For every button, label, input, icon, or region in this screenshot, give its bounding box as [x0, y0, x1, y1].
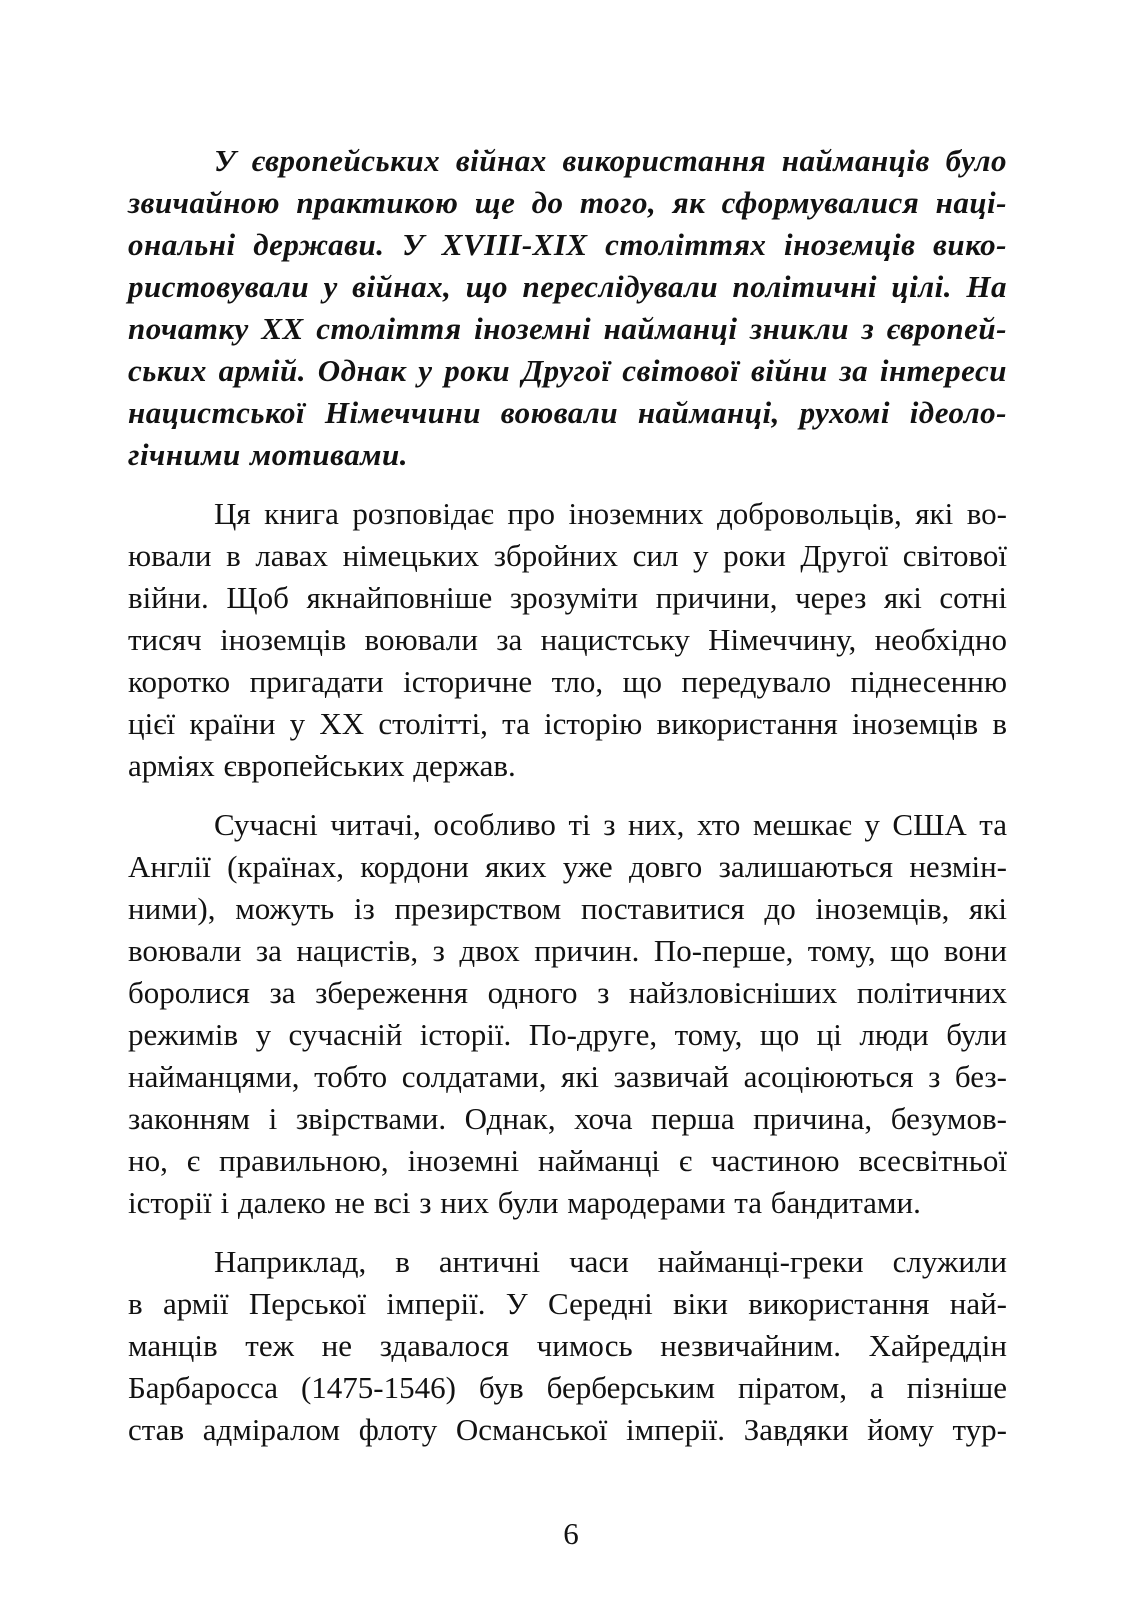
- text-line: Наприклад, в античні часи найманці-греки служили: [214, 1244, 1007, 1279]
- text-line: тисяч іноземців воювали за нацистську Німеччину, необхідно: [128, 622, 1007, 657]
- paragraph: [128, 493, 1007, 787]
- text-line: манців теж не здавалося чимось незвичайним. Хайреддін: [128, 1328, 1007, 1363]
- text-line: арміях європейських держав.: [128, 748, 516, 783]
- text-line: воювали за нацистів, з двох причин. По-перше, тому, що вони: [128, 933, 1007, 968]
- text-line: У європейських війнах використання найманців було: [214, 143, 1007, 178]
- text-line: Ця книга розповідає про іноземних добровольців, які во-: [214, 496, 1007, 531]
- text-line: режимів у сучасній історії. По-друге, тому, що ці люди були: [128, 1017, 1007, 1052]
- text-line: Англії (країнах, кордони яких уже довго залишаються незмін-: [128, 849, 1007, 884]
- text-line: звичайною практикою ще до того, як сформувалися наці-: [128, 185, 1007, 220]
- text-line: боролися за збереження одного з найзловісніших політичних: [128, 975, 1007, 1010]
- text-line: ональні держави. У XVIII-XIX століттях іноземців вико-: [128, 227, 1007, 262]
- text-line: законням і звірствами. Однак, хоча перша причина, безумов-: [128, 1101, 1007, 1136]
- text-line: початку XX століття іноземні найманці зникли з європей-: [128, 311, 1007, 346]
- text-line: ними), можуть із презирством поставитися до іноземців, які: [128, 891, 1007, 926]
- paragraph: [128, 804, 1007, 1224]
- text-line: історії і далеко не всі з них були мародерами та бандитами.: [128, 1185, 921, 1220]
- paragraph: [128, 140, 1007, 476]
- text-line: Сучасні читачі, особливо ті з них, хто мешкає у США та: [214, 807, 1007, 842]
- text-line: війни. Щоб якнайповніше зрозуміти причини, через які сотні: [128, 580, 1007, 615]
- text-line: в армії Перської імперії. У Середні віки використання най-: [128, 1286, 1007, 1321]
- page-text: [128, 140, 1007, 1451]
- paragraph: [128, 1241, 1007, 1451]
- text-line: нацистської Німеччини воювали найманці, рухомі ідеоло-: [128, 395, 1007, 430]
- text-line: коротко пригадати історичне тло, що передувало піднесенню: [128, 664, 1007, 699]
- text-line: цієї країни у XX столітті, та історію використання іноземців в: [128, 706, 1007, 741]
- text-line: ювали в лавах німецьких збройних сил у роки Другої світової: [128, 538, 1007, 573]
- text-line: ських армій. Однак у роки Другої світової війни за інтереси: [128, 353, 1007, 388]
- text-line: но, є правильною, іноземні найманці є частиною всесвітньої: [128, 1143, 1007, 1178]
- text-line: найманцями, тобто солдатами, які зазвичай асоціюються з без-: [128, 1059, 1007, 1094]
- text-line: ристовували у війнах, що переслідували політичні цілі. На: [128, 269, 1007, 304]
- text-line: Барбаросса (1475-1546) був берберським піратом, а пізніше: [128, 1370, 1007, 1405]
- text-line: гічними мотивами.: [128, 437, 408, 472]
- text-line: став адміралом флоту Османської імперії. Завдяки йому тур-: [128, 1412, 1007, 1447]
- page-number: 6: [563, 1516, 579, 1551]
